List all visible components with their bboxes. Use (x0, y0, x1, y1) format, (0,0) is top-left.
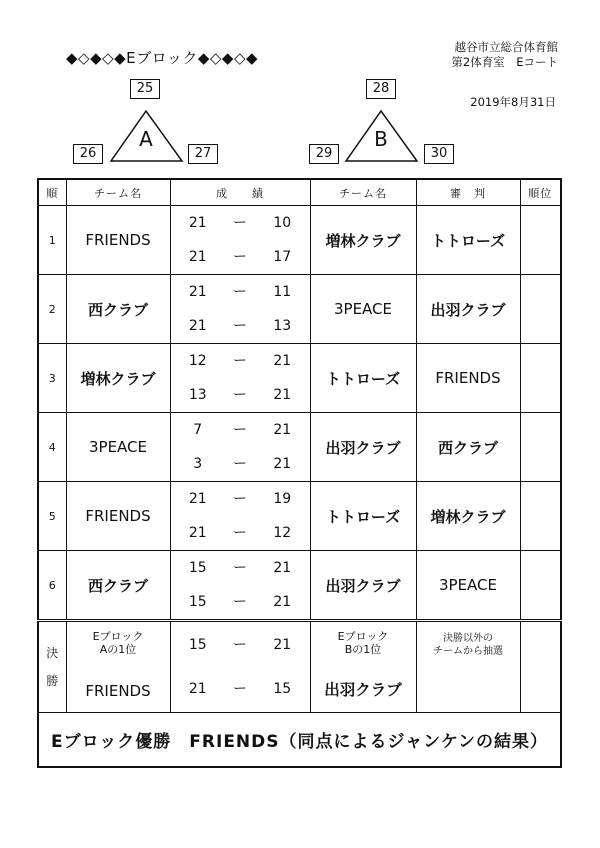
set1-dash: ー (233, 560, 247, 576)
group-b-letter: B (374, 127, 388, 151)
score-cell (170, 413, 310, 482)
final-referee-note-2: チームから抽選 (433, 646, 503, 657)
set1-dash: ー (233, 491, 247, 507)
final-away-note-2: Bの1位 (344, 643, 382, 656)
final-home-note-2: Aの1位 (99, 643, 137, 656)
set2-away-score: 17 (273, 249, 292, 265)
final-set2-home: 21 (188, 681, 207, 697)
set1-home-score: 21 (188, 491, 207, 507)
final-label-bottom: 勝 (46, 674, 59, 688)
set2-home-score: 3 (193, 456, 203, 472)
set2-home-score: 21 (188, 318, 207, 334)
home-team: 西クラブ (66, 275, 170, 344)
final-home-cell (66, 621, 170, 713)
referee-team: 出羽クラブ (416, 275, 520, 344)
game-row (38, 413, 561, 482)
away-team: 出羽クラブ (310, 551, 416, 621)
final-label (38, 621, 66, 713)
home-team: 3PEACE (66, 413, 170, 482)
game-row (38, 344, 561, 413)
score-cell (170, 275, 310, 344)
away-team: トトローズ (310, 482, 416, 551)
set2-away-score: 21 (273, 456, 292, 472)
final-home-team: FRIENDS (85, 682, 151, 700)
final-away-cell (310, 621, 416, 713)
home-team: FRIENDS (66, 206, 170, 275)
away-team: 増林クラブ (310, 206, 416, 275)
group-a-right-number: 27 (188, 144, 218, 164)
header-team-away: チーム名 (310, 179, 416, 206)
set2-home-score: 21 (188, 525, 207, 541)
set2-dash: ー (233, 456, 247, 472)
set2-home-score: 13 (188, 387, 207, 403)
game-number: 3 (38, 344, 66, 413)
set1-away-score: 10 (273, 215, 292, 231)
venue-court: 第2体育室 Eコート (451, 55, 558, 69)
group-b-left-number: 29 (309, 144, 339, 164)
final-away-note-1: Eブロック (337, 630, 389, 643)
group-a-top-number: 25 (130, 79, 160, 99)
final-referee-note (417, 622, 520, 658)
rank-cell (520, 344, 561, 413)
group-b-right-number: 30 (424, 144, 454, 164)
referee-team: 3PEACE (416, 551, 520, 621)
set2-dash: ー (233, 387, 247, 403)
set2-dash: ー (233, 594, 247, 610)
home-team: 西クラブ (66, 551, 170, 621)
home-team: FRIENDS (66, 482, 170, 551)
rank-cell (520, 413, 561, 482)
final-set2-away: 15 (273, 681, 292, 697)
score-cell (170, 206, 310, 275)
champion-row (38, 713, 561, 768)
set1-away-score: 21 (273, 422, 292, 438)
header-referee: 審 判 (416, 179, 520, 206)
set1-away-score: 21 (273, 560, 292, 576)
referee-team: 西クラブ (416, 413, 520, 482)
group-b-top-number: 28 (366, 79, 396, 99)
away-team: トトローズ (310, 344, 416, 413)
page-title: ◆◇◆◇◆Eブロック◆◇◆◇◆ (66, 49, 259, 67)
final-set2-dash: ー (233, 681, 247, 697)
set1-dash: ー (233, 284, 247, 300)
group-a-letter: A (139, 127, 153, 151)
set1-home-score: 7 (193, 422, 203, 438)
set1-home-score: 12 (188, 353, 207, 369)
final-referee-cell (416, 621, 520, 713)
rank-cell (520, 275, 561, 344)
score-cell (170, 482, 310, 551)
final-label-top: 決 (46, 646, 59, 660)
set2-home-score: 15 (188, 594, 207, 610)
set2-dash: ー (233, 249, 247, 265)
set2-away-score: 12 (273, 525, 292, 541)
game-row (38, 206, 561, 275)
header-results: 成 績 (170, 179, 310, 206)
set1-away-score: 11 (273, 284, 292, 300)
referee-team: FRIENDS (416, 344, 520, 413)
final-set1-dash: ー (233, 637, 247, 653)
referee-team: 増林クラブ (416, 482, 520, 551)
game-number: 4 (38, 413, 66, 482)
final-set1-away: 21 (273, 637, 292, 653)
champion-banner: Eブロック優勝 FRIENDS（同点によるジャンケンの結果） (38, 713, 561, 768)
set1-dash: ー (233, 353, 247, 369)
set1-home-score: 21 (188, 215, 207, 231)
referee-team: トトローズ (416, 206, 520, 275)
final-home-note (67, 626, 170, 656)
final-rank-cell (520, 621, 561, 713)
game-number: 2 (38, 275, 66, 344)
score-table (37, 178, 562, 768)
rank-cell (520, 551, 561, 621)
venue-info (451, 40, 558, 70)
set1-home-score: 15 (188, 560, 207, 576)
game-row (38, 482, 561, 551)
set1-dash: ー (233, 215, 247, 231)
set2-away-score: 21 (273, 387, 292, 403)
set1-away-score: 21 (273, 353, 292, 369)
set1-away-score: 19 (273, 491, 292, 507)
rank-cell (520, 206, 561, 275)
score-cell (170, 344, 310, 413)
final-row (38, 621, 561, 713)
event-date: 2019年8月31日 (470, 95, 556, 109)
final-away-note (311, 626, 416, 656)
home-team: 増林クラブ (66, 344, 170, 413)
set2-away-score: 13 (273, 318, 292, 334)
set1-dash: ー (233, 422, 247, 438)
rank-cell (520, 482, 561, 551)
game-number: 1 (38, 206, 66, 275)
final-score-cell (170, 621, 310, 713)
header-rank: 順位 (520, 179, 561, 206)
header-team-home: チーム名 (66, 179, 170, 206)
final-away-team: 出羽クラブ (324, 681, 402, 699)
table-header-row (38, 179, 561, 206)
away-team: 3PEACE (310, 275, 416, 344)
venue-name: 越谷市立総合体育館 (454, 40, 558, 54)
set2-away-score: 21 (273, 594, 292, 610)
game-number: 6 (38, 551, 66, 621)
set1-home-score: 21 (188, 284, 207, 300)
final-set1-home: 15 (188, 637, 207, 653)
score-cell (170, 551, 310, 621)
final-referee-note-1: 決勝以外の (443, 633, 493, 644)
game-row (38, 275, 561, 344)
game-number: 5 (38, 482, 66, 551)
set2-dash: ー (233, 525, 247, 541)
set2-home-score: 21 (188, 249, 207, 265)
set2-dash: ー (233, 318, 247, 334)
group-a-left-number: 26 (73, 144, 103, 164)
game-row (38, 551, 561, 621)
header-order: 順 (38, 179, 66, 206)
away-team: 出羽クラブ (310, 413, 416, 482)
final-home-note-1: Eブロック (92, 630, 144, 643)
